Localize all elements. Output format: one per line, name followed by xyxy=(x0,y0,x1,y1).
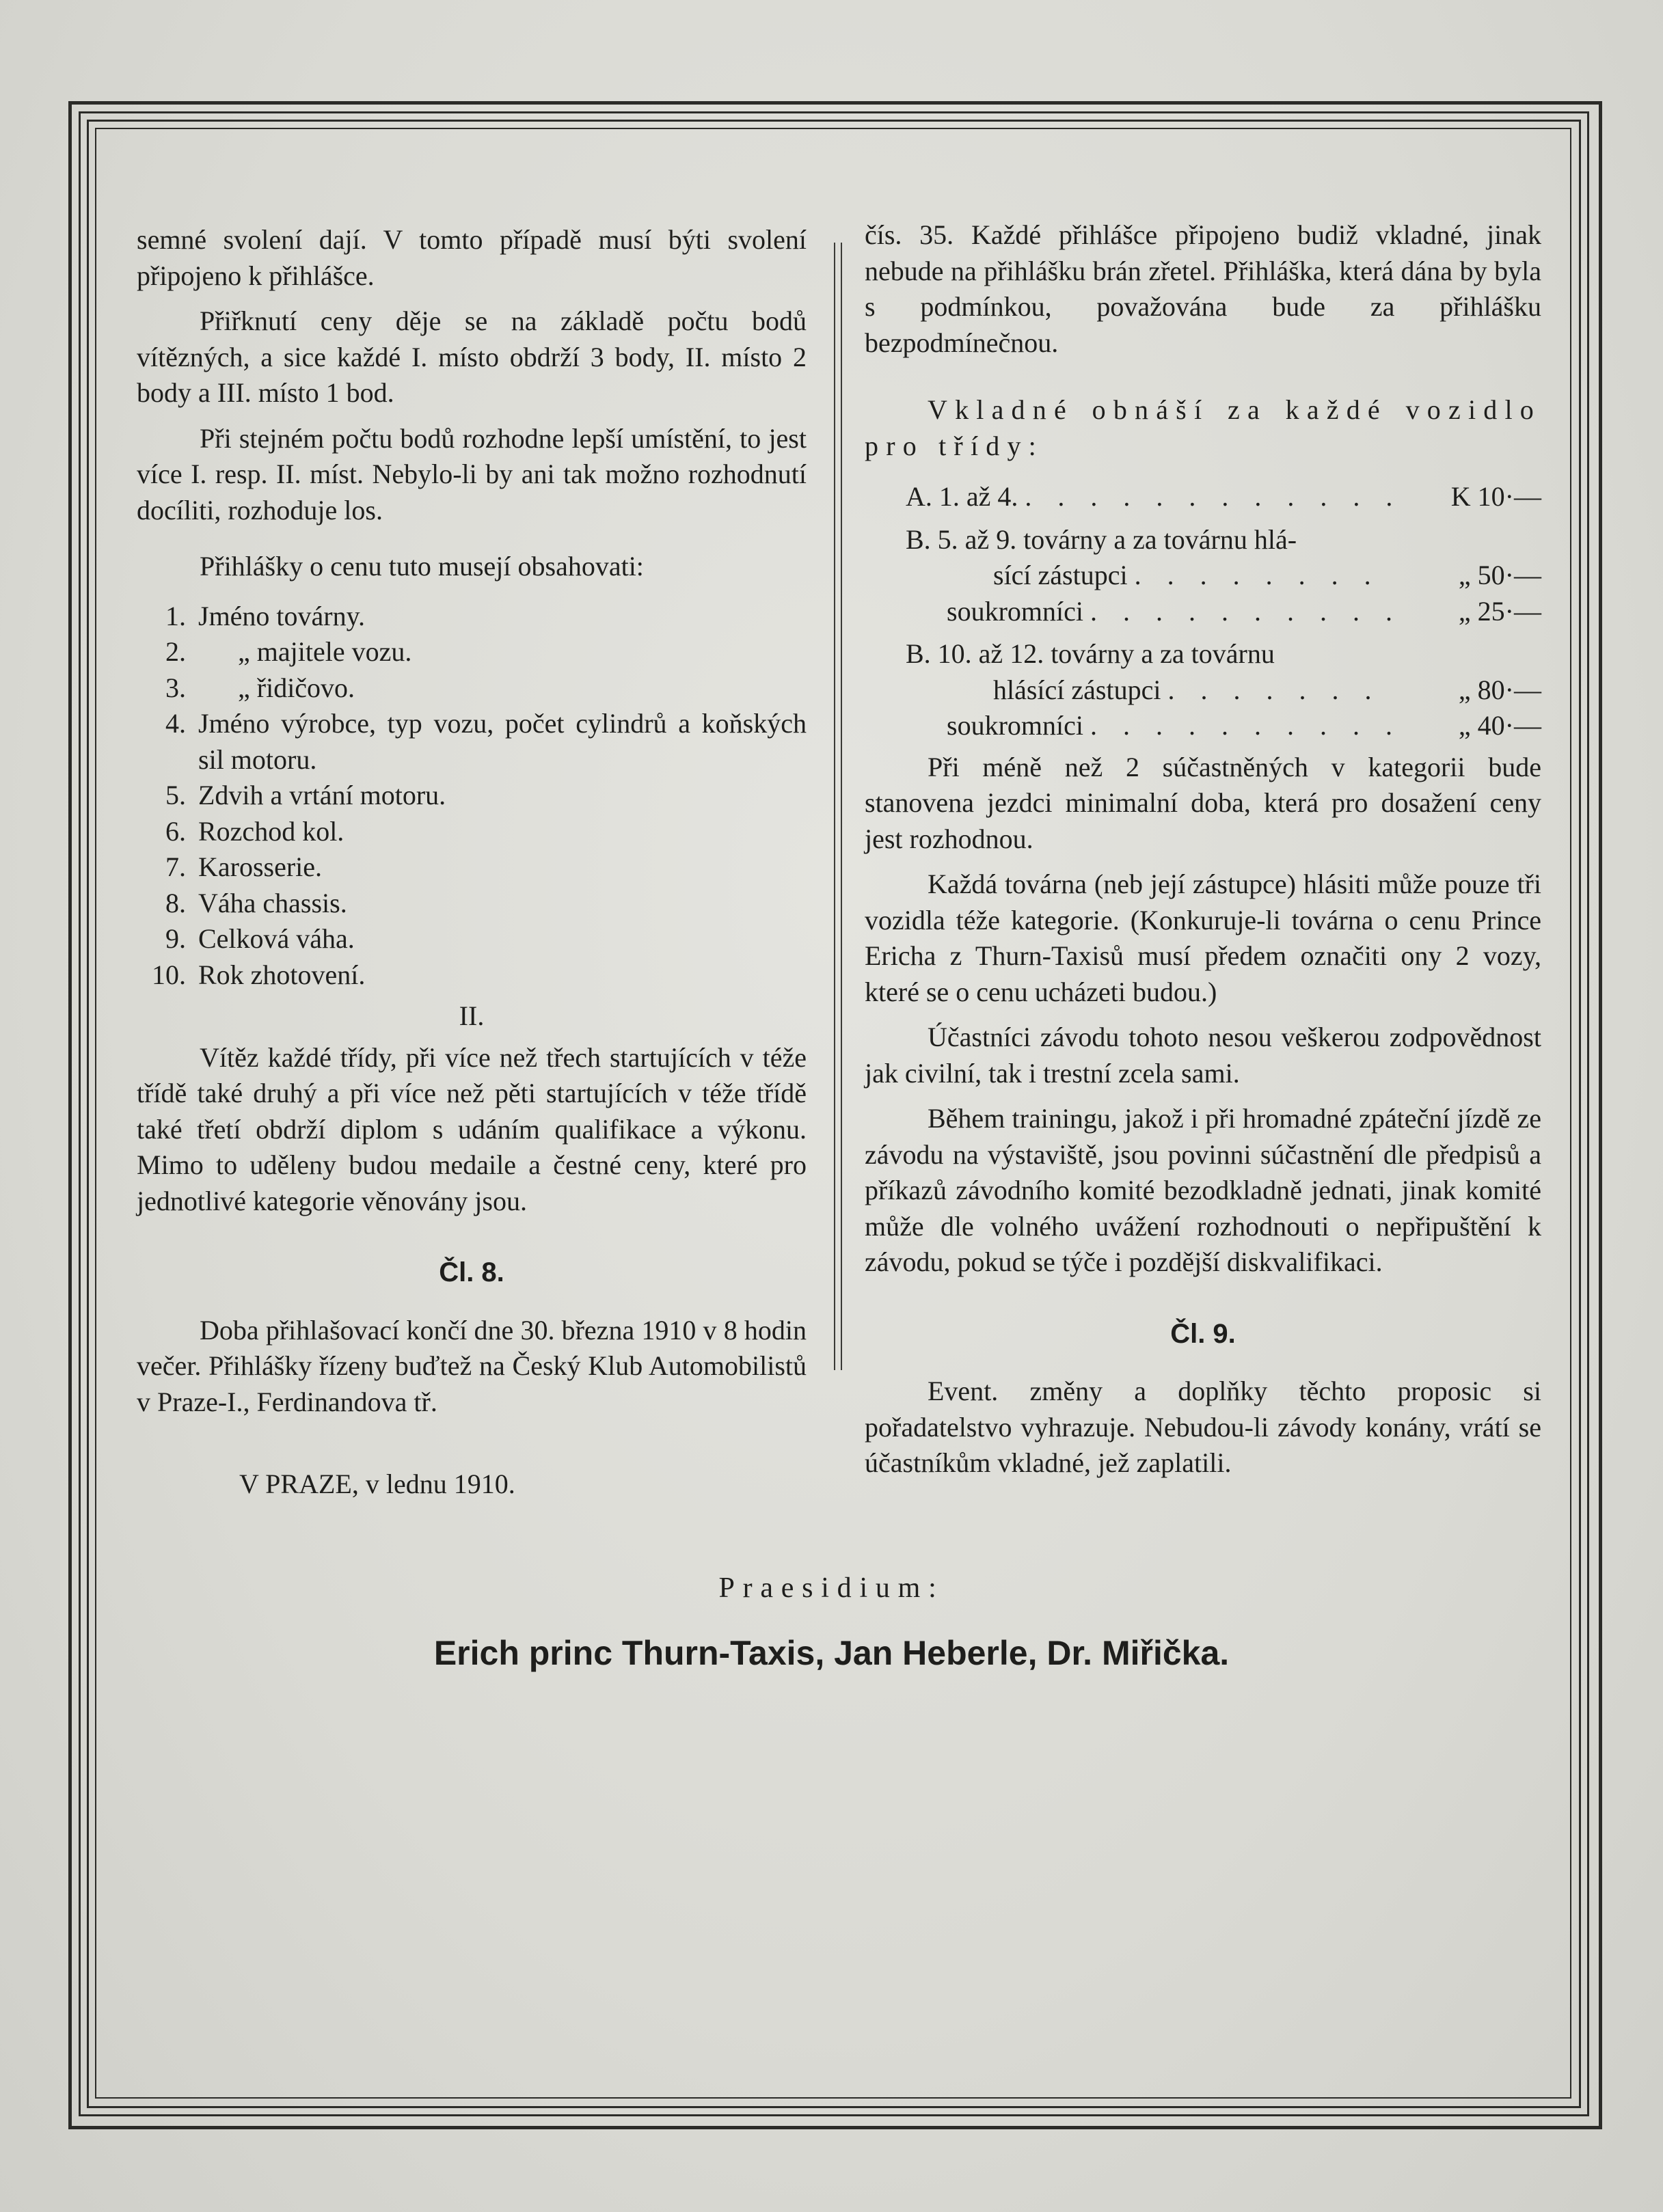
left-paragraph-6: Doba přihlašovací končí dne 30. března 1910 v 8 hodin večer. Přihlášky řízeny buďtež na Český Klub Automobilistů v Praze-I., Ferdinandova tř. xyxy=(137,1314,807,1417)
right-paragraph-7: Event. změny a doplňky těchto proposic si pořadatelstvo vyhrazuje. Nebudou-li závody konány, vrátí se účastníkům vkladné, jež zaplatili. xyxy=(865,1376,1541,1478)
fee-row-b2: B. 10. až 12. továrny a za továrnu xyxy=(906,638,1275,669)
fee-row-b1: B. 5. až 9. továrny a za továrnu hlá- xyxy=(906,523,1297,555)
left-column xyxy=(137,222,807,1420)
left-paragraph-3: Při stejném počtu bodů rozhodne lepší umístění, to jest více I. resp. II. míst. Nebylo-li by ani tak možno rozhodnutí docíliti, rozhoduje los. xyxy=(137,422,807,525)
fee-row-b2-agents: hlásící zástupci . . . . . . . „ 80·— xyxy=(993,674,1541,705)
fee-intro: Vkladné obnáší za každé vozidlo pro třídy: xyxy=(865,394,1541,461)
right-column xyxy=(865,217,1541,1482)
left-paragraph-1: semné svolení dají. V tomto případě musí býti svolení připojeno k přihlášce. xyxy=(137,224,807,291)
list-item: 6. Rozchod kol. xyxy=(165,815,344,847)
right-paragraph-6: Během trainingu, jakož i při hromadné zpáteční jízdě ze závodu na výstaviště, jsou povinni súčastnění dle předpisů a příkazů závodního komité bezodkladně jednati, jinak komité může dle volného uvážení rozhodnouti o nepřipuštění k závodu, pokud se týče i pozdější diskvalifikaci. xyxy=(865,1103,1541,1277)
fee-row-a: A. 1. až 4. . . . . . . . . . . . . K 10·— xyxy=(906,481,1541,512)
fee-row-b2-private: soukromníci . . . . . . . . . . „ 40·— xyxy=(947,710,1541,741)
column-divider xyxy=(834,243,835,1370)
article-8-heading: Čl. 8. xyxy=(439,1257,504,1287)
list-item: 5. Zdvih a vrtání motoru. xyxy=(165,780,446,810)
place-date: V PRAZE, v lednu 1910. xyxy=(239,1469,515,1499)
list-item: 3. „ řidičovo. xyxy=(165,672,355,703)
article-9-heading: Čl. 9. xyxy=(1170,1318,1236,1349)
list-item: 7. Karosserie. xyxy=(165,851,323,882)
list-item: 4. Jméno výrobce, typ vozu, počet cylindrů a koňských sil motoru. xyxy=(165,708,807,775)
section-ii-heading: II. xyxy=(459,1000,485,1031)
right-paragraph-3: Při méně než 2 súčastněných v kategorii bude stanovena jezdci minimalní doba, která pro dosažení ceny jest rozhodnou. xyxy=(865,751,1541,854)
list-item: 8. Váha chassis. xyxy=(165,887,347,918)
list-item: 9. Celková váha. xyxy=(165,923,355,954)
fee-row-b1-agents: sící zástupci . . . . . . . . „ 50·— xyxy=(993,560,1541,590)
left-paragraph-5: Vítěz každé třídy, při více než třech startujících v téže třídě také druhý a při více než pěti startujících v téže třídě také třetí obdrží diplom s udáním qualifikace a výkonu. Mimo to uděleny budou medaile a čestné ceny, které pro jednotlivé kategorie věnovány jsou. xyxy=(137,1041,807,1216)
fee-row-b1-private: soukromníci . . . . . . . . . . „ 25·— xyxy=(947,595,1541,627)
fee-table xyxy=(865,479,1541,744)
praesidium-label: Praesidium: xyxy=(718,1572,945,1604)
signatories: Erich princ Thurn-Taxis, Jan Heberle, Dr. Miřička. xyxy=(433,1634,1230,1672)
list-item: 1. Jméno továrny. xyxy=(165,600,366,631)
requirements-list xyxy=(137,599,807,994)
right-paragraph-5: Účastníci závodu tohoto nesou veškerou zodpovědnost jak civilní, tak i trestní zcela sami. xyxy=(865,1022,1541,1089)
list-intro: Přihlášky o cenu tuto musejí obsahovati: xyxy=(200,551,644,582)
right-paragraph-1: čís. 35. Každé přihlášce připojeno budiž vkladné, jinak nebude na přihlášku brán zřetel. Přihláška, která dána by byla s podmínkou, považována bude za přihlášku bezpodmínečnou. xyxy=(865,219,1541,358)
list-item: 2. „ majitele vozu. xyxy=(165,636,412,667)
right-paragraph-4: Každá továrna (neb její zástupce) hlásiti může pouze tři vozidla téže kategorie. (Konkuruje-li továrna o cenu Prince Ericha z Thurn-Taxisů musí předem označiti ony 2 vozy, které se o cenu ucházeti budou.) xyxy=(865,869,1541,1007)
list-item: 10. Rok zhotovení. xyxy=(152,959,366,990)
left-paragraph-2: Přiřknutí ceny děje se na základě počtu bodů vítězných, a sice každé I. místo obdrží 3 body, II. místo 2 body a III. místo 1 bod. xyxy=(137,305,807,408)
